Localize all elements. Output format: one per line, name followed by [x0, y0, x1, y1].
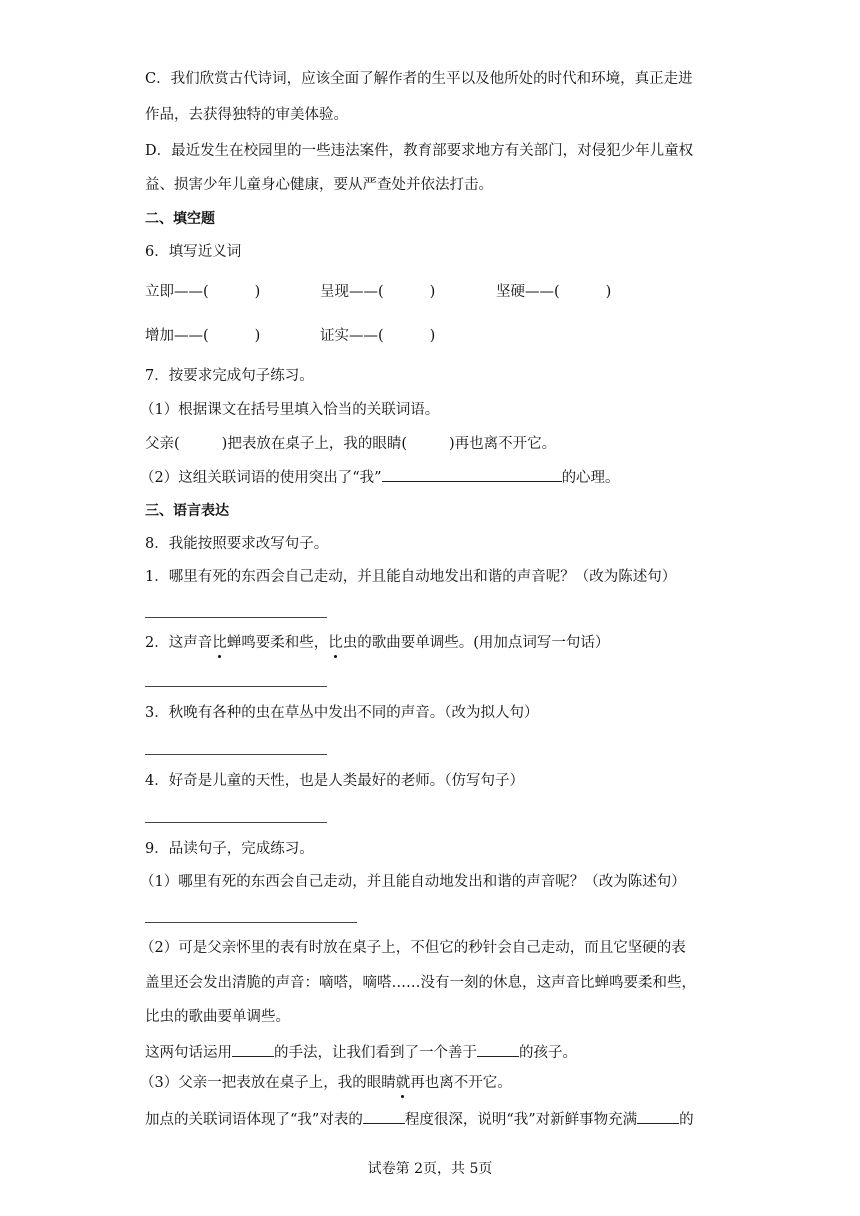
answer-line[interactable] — [145, 617, 327, 618]
question-8-title: 8．我能按照要求改写句子。 — [145, 536, 329, 552]
question-7-sub2: （2）这组关联词语的使用突出了“我” 的心理。 — [140, 466, 620, 488]
question-9-sub2-line1: （2）可是父亲怀里的表有时放在桌子上，不但它的秒针会自己走动，而且它坚硬的表 — [140, 940, 686, 956]
question-8-item-1: 1．哪里有死的东西会自己走动，并且能自动地发出和谐的声音呢？（改为陈述句） — [145, 569, 677, 585]
option-c-line2: 作品，去获得独特的审美体验。 — [145, 107, 348, 123]
section-heading-expression: 三、语言表达 — [145, 503, 229, 519]
question-8-item-2: 2．这声音比蝉鸣要柔和些，比虫的歌曲要单调些。(用加点词写一句话） — [145, 635, 610, 651]
section-heading-fill-blank: 二、填空题 — [145, 211, 215, 227]
answer-blank[interactable] — [637, 1108, 679, 1124]
answer-blank[interactable] — [232, 1041, 274, 1057]
question-9-sub2-question: 这两句话运用 的手法，让我们看到了一个善于 的孩子。 — [145, 1041, 577, 1063]
answer-blank[interactable] — [382, 466, 562, 482]
option-c-line1: C．我们欣赏古代诗词，应该全面了解作者的生平以及他所处的时代和环境，真正走进 — [145, 71, 693, 87]
question-9-sub1: （1）哪里有死的东西会自己走动，并且能自动地发出和谐的声音呢？（改为陈述句） — [140, 874, 686, 890]
question-8-item-4: 4．好奇是儿童的天性，也是人类最好的老师。（仿写句子） — [145, 773, 524, 789]
question-7-sentence: 父亲( )把表放在桌子上，我的眼睛( )再也离不开它。 — [145, 436, 557, 452]
question-7-sub1: （1）根据课文在括号里填入恰当的关联词语。 — [140, 402, 440, 418]
synonym-item-3: 坚硬——( ) — [496, 284, 612, 300]
question-8-item-3: 3．秋晚有各种的虫在草丛中发出不同的声音。（改为拟人句） — [145, 705, 539, 721]
answer-line[interactable] — [145, 754, 327, 755]
question-9-title: 9．品读句子，完成练习。 — [145, 841, 314, 857]
option-d-line2: 益、损害少年儿童身心健康，要从严查处并依法打击。 — [145, 177, 493, 193]
answer-line[interactable] — [145, 686, 327, 687]
question-9-sub2-line2: 盖里还会发出清脆的声音：嘀嗒，嘀嗒……没有一刻的休息，这声音比蝉鸣要柔和些， — [145, 975, 696, 991]
synonym-item-4: 增加——( ) — [145, 328, 261, 344]
question-7-title: 7．按要求完成句子练习。 — [145, 368, 314, 384]
question-9-sub3: （3）父亲一把表放在桌子上，我的眼睛就再也离不开它。 — [140, 1075, 512, 1091]
synonym-item-1: 立即——( ) — [145, 284, 261, 300]
answer-line[interactable] — [145, 822, 327, 823]
answer-line[interactable] — [145, 922, 357, 923]
question-6-title: 6．填写近义词 — [145, 244, 242, 260]
question-9-final: 加点的关联词语体现了“我”对表的 程度很深，说明“我”对新鲜事物充满 的 — [145, 1108, 694, 1130]
option-d-line1: D．最近发生在校园里的一些违法案件，教育部要求地方有关部门，对侵犯少年儿童权 — [145, 143, 694, 159]
question-9-sub2-line3: 比虫的歌曲要单调些。 — [145, 1009, 290, 1025]
answer-blank[interactable] — [363, 1108, 405, 1124]
page-footer: 试卷第 2页，共 5页 — [367, 1161, 493, 1177]
synonym-item-5: 证实——( ) — [320, 328, 436, 344]
answer-blank[interactable] — [477, 1041, 519, 1057]
synonym-item-2: 呈现——( ) — [320, 284, 436, 300]
